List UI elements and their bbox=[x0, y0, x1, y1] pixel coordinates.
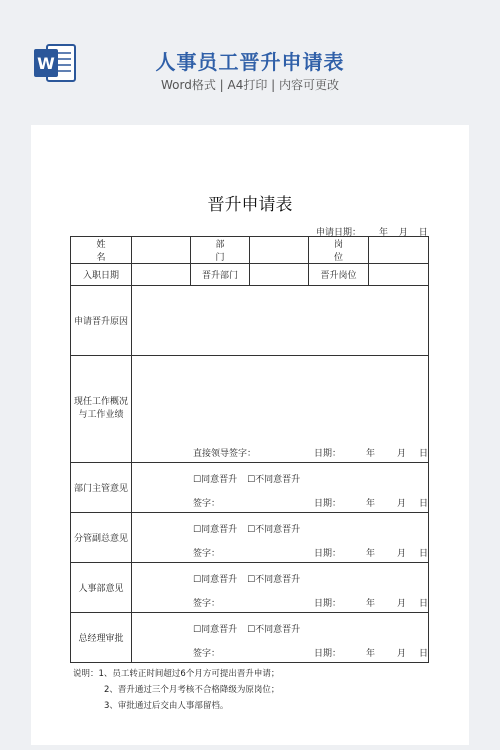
table-row bbox=[71, 463, 429, 513]
date-label: 日期： bbox=[314, 549, 342, 559]
year-label: 年 bbox=[366, 599, 376, 609]
promo-post-field[interactable] bbox=[369, 264, 429, 286]
day-label: 日 bbox=[419, 549, 429, 559]
disagree-checkbox[interactable]: ☐不同意晋升 bbox=[247, 575, 301, 585]
promo-dept-field[interactable] bbox=[250, 264, 309, 286]
leader-sign-line bbox=[193, 446, 428, 459]
opinion-options bbox=[193, 522, 428, 535]
disagree-checkbox[interactable]: ☐不同意晋升 bbox=[247, 625, 301, 635]
opinion-options bbox=[193, 622, 428, 635]
dept-label: 部 门 bbox=[191, 237, 250, 264]
disagree-checkbox[interactable]: ☐不同意晋升 bbox=[247, 475, 301, 485]
promo-post-label: 晋升岗位 bbox=[309, 264, 369, 286]
sign-label: 签字： bbox=[193, 599, 221, 609]
leader-sign-label: 直接领导签字： bbox=[193, 449, 257, 459]
agree-checkbox[interactable]: ☐同意晋升 bbox=[193, 575, 238, 585]
document-page bbox=[31, 125, 469, 745]
page-header bbox=[0, 0, 500, 120]
opinion-field bbox=[132, 613, 429, 663]
opinion-options bbox=[193, 472, 428, 485]
sign-line bbox=[193, 546, 428, 559]
table-row bbox=[71, 356, 429, 463]
post-field[interactable] bbox=[369, 237, 429, 264]
post-label: 岗 位 bbox=[309, 237, 369, 264]
sign-label: 签字： bbox=[193, 649, 221, 659]
month-label: 月 bbox=[397, 549, 407, 559]
note-item: 说明：1、员工转正时间超过6个月方可提出晋升申请； bbox=[73, 669, 280, 679]
promo-dept-label: 晋升部门 bbox=[191, 264, 250, 286]
entry-date-field[interactable] bbox=[132, 264, 191, 286]
performance-label-line1: 现任工作概况 bbox=[73, 397, 128, 407]
document-title: 晋升申请表 bbox=[207, 195, 293, 215]
apply-date-label: 申请日期： bbox=[316, 228, 362, 238]
table-row bbox=[71, 286, 429, 356]
opinion-field bbox=[132, 463, 429, 513]
table-row bbox=[71, 237, 429, 264]
date-label: 日期： bbox=[314, 499, 342, 509]
date-label: 日期： bbox=[314, 449, 342, 459]
sign-label: 签字： bbox=[193, 549, 221, 559]
year-label: 年 bbox=[366, 549, 376, 559]
year-label: 年 bbox=[366, 649, 376, 659]
dept-field[interactable] bbox=[250, 237, 309, 264]
agree-checkbox[interactable]: ☐同意晋升 bbox=[193, 525, 238, 535]
sign-line bbox=[193, 596, 428, 609]
note-item: 3、审批通过后交由人事部留档。 bbox=[104, 701, 229, 711]
day-label: 日 bbox=[419, 449, 429, 459]
opinion-field bbox=[132, 563, 429, 613]
disagree-checkbox[interactable]: ☐不同意晋升 bbox=[247, 525, 301, 535]
performance-field[interactable] bbox=[132, 356, 429, 463]
opinion-label: 部门主管意见 bbox=[71, 463, 132, 513]
page-title: 人事员工晋升申请表 bbox=[155, 50, 345, 74]
reason-field[interactable] bbox=[132, 286, 429, 356]
name-label: 姓 名 bbox=[71, 237, 132, 264]
table-row bbox=[71, 513, 429, 563]
agree-checkbox[interactable]: ☐同意晋升 bbox=[193, 475, 238, 485]
date-label: 日期： bbox=[314, 599, 342, 609]
month-label: 月 bbox=[397, 649, 407, 659]
performance-label bbox=[71, 356, 132, 463]
name-field[interactable] bbox=[132, 237, 191, 264]
reason-label: 申请晋升原因 bbox=[71, 286, 132, 356]
entry-date-label: 入职日期 bbox=[71, 264, 132, 286]
note-item: 2、晋升通过三个月考核不合格降级为原岗位； bbox=[104, 685, 280, 695]
application-form bbox=[70, 236, 429, 663]
notes bbox=[73, 666, 279, 714]
sign-line bbox=[193, 496, 428, 509]
opinion-label: 分管副总意见 bbox=[71, 513, 132, 563]
day-label: 日 bbox=[419, 649, 429, 659]
month-label: 月 bbox=[397, 599, 407, 609]
apply-date-ymd: 年 月 日 bbox=[379, 228, 428, 238]
opinion-label: 人事部意见 bbox=[71, 563, 132, 613]
day-label: 日 bbox=[419, 499, 429, 509]
table-row bbox=[71, 264, 429, 286]
year-label: 年 bbox=[366, 499, 376, 509]
day-label: 日 bbox=[419, 599, 429, 609]
date-label: 日期： bbox=[314, 649, 342, 659]
year-label: 年 bbox=[366, 449, 376, 459]
opinion-field bbox=[132, 513, 429, 563]
month-label: 月 bbox=[397, 449, 407, 459]
svg-text:W: W bbox=[37, 54, 55, 73]
sign-label: 签字： bbox=[193, 499, 221, 509]
table-row bbox=[71, 563, 429, 613]
opinion-options bbox=[193, 572, 428, 585]
table-row bbox=[71, 613, 429, 663]
opinion-label: 总经理审批 bbox=[71, 613, 132, 663]
month-label: 月 bbox=[397, 499, 407, 509]
agree-checkbox[interactable]: ☐同意晋升 bbox=[193, 625, 238, 635]
page-subtitle: Word格式 | A4打印 | 内容可更改 bbox=[160, 78, 340, 92]
performance-label-line2: 与工作业绩 bbox=[78, 410, 124, 420]
sign-line bbox=[193, 646, 428, 659]
